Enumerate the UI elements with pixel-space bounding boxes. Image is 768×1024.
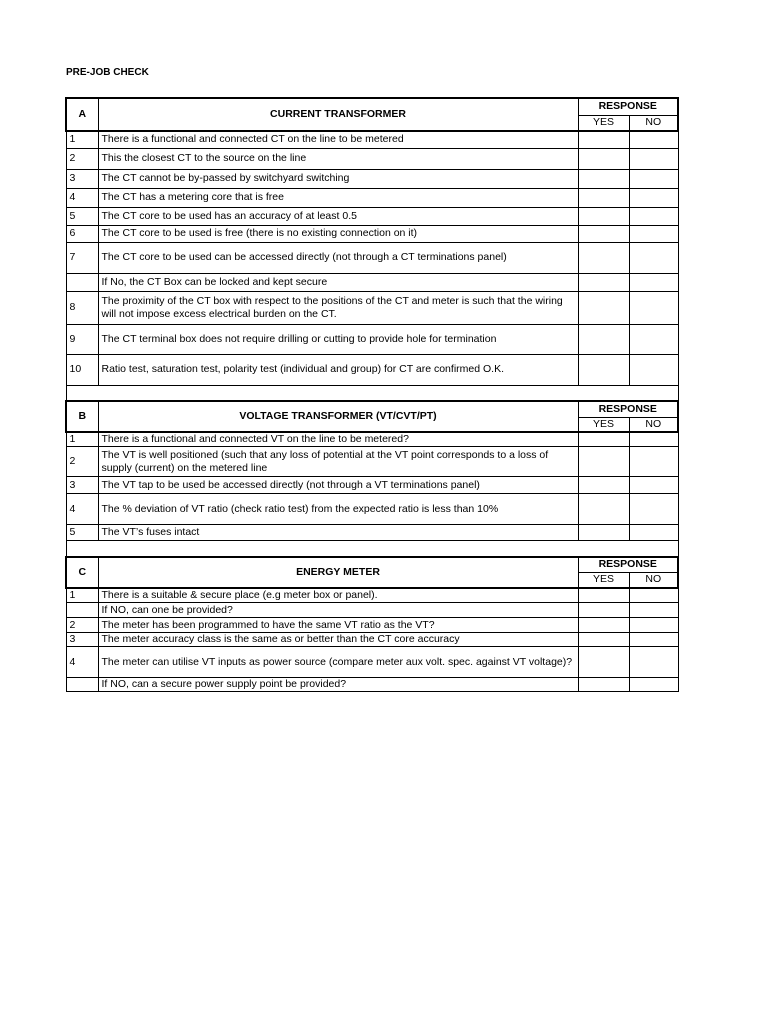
response-yes-cell[interactable] bbox=[578, 588, 629, 603]
checklist-row bbox=[66, 432, 678, 447]
response-yes-cell[interactable] bbox=[578, 225, 629, 242]
section-spacer bbox=[66, 541, 678, 557]
item-text: The VT is well positioned (such that any loss of potential at the VT point corresponds to a loss of supply (current) on the metered line bbox=[98, 447, 578, 477]
checklist-row bbox=[66, 633, 678, 647]
response-yes-cell[interactable] bbox=[578, 603, 629, 618]
response-no-cell[interactable] bbox=[629, 242, 678, 273]
response-no-cell[interactable] bbox=[629, 148, 678, 169]
yes-label: YES bbox=[578, 573, 629, 588]
response-no-cell[interactable] bbox=[629, 678, 678, 692]
item-number bbox=[66, 603, 98, 618]
checklist-row bbox=[66, 447, 678, 477]
checklist-row bbox=[66, 148, 678, 169]
section-code: B bbox=[66, 401, 98, 432]
response-no-cell[interactable] bbox=[629, 207, 678, 225]
response-yes-cell[interactable] bbox=[578, 169, 629, 188]
checklist-row bbox=[66, 588, 678, 603]
item-text: The proximity of the CT box with respect to the positions of the CT and meter is such that the wiring will not impose excess electrical burden on the CT. bbox=[98, 291, 578, 324]
item-text: The meter can utilise VT inputs as power source (compare meter aux volt. spec. against VT voltage)? bbox=[98, 647, 578, 678]
checklist-row bbox=[66, 169, 678, 188]
no-label: NO bbox=[629, 573, 678, 588]
item-number: 4 bbox=[66, 494, 98, 525]
item-text: This the closest CT to the source on the line bbox=[98, 148, 578, 169]
item-number bbox=[66, 273, 98, 291]
response-label: RESPONSE bbox=[578, 98, 678, 115]
item-number: 3 bbox=[66, 633, 98, 647]
section-heading: ENERGY METER bbox=[98, 557, 578, 588]
response-yes-cell[interactable] bbox=[578, 432, 629, 447]
item-text: The CT has a metering core that is free bbox=[98, 188, 578, 207]
item-text: The VT’s fuses intact bbox=[98, 525, 578, 541]
item-text: If NO, can a secure power supply point be provided? bbox=[98, 678, 578, 692]
checklist-row bbox=[66, 131, 678, 148]
response-no-cell[interactable] bbox=[629, 354, 678, 385]
section-heading: CURRENT TRANSFORMER bbox=[98, 98, 578, 131]
response-yes-cell[interactable] bbox=[578, 324, 629, 354]
checklist-row bbox=[66, 603, 678, 618]
response-no-cell[interactable] bbox=[629, 633, 678, 647]
yes-label: YES bbox=[578, 417, 629, 432]
response-yes-cell[interactable] bbox=[578, 494, 629, 525]
checklist-row bbox=[66, 273, 678, 291]
item-text: There is a suitable & secure place (e.g meter box or panel). bbox=[98, 588, 578, 603]
section-header-c bbox=[66, 557, 678, 573]
item-number: 10 bbox=[66, 354, 98, 385]
item-number: 2 bbox=[66, 148, 98, 169]
response-no-cell[interactable] bbox=[629, 324, 678, 354]
yes-label: YES bbox=[578, 115, 629, 131]
item-number: 9 bbox=[66, 324, 98, 354]
response-yes-cell[interactable] bbox=[578, 131, 629, 148]
checklist-row bbox=[66, 647, 678, 678]
response-yes-cell[interactable] bbox=[578, 477, 629, 494]
response-yes-cell[interactable] bbox=[578, 618, 629, 633]
checklist-row bbox=[66, 188, 678, 207]
response-yes-cell[interactable] bbox=[578, 148, 629, 169]
item-text: The % deviation of VT ratio (check ratio test) from the expected ratio is less than 10% bbox=[98, 494, 578, 525]
response-yes-cell[interactable] bbox=[578, 273, 629, 291]
checklist-row bbox=[66, 242, 678, 273]
response-label: RESPONSE bbox=[578, 557, 678, 573]
item-number: 3 bbox=[66, 477, 98, 494]
section-code: C bbox=[66, 557, 98, 588]
section-header-b bbox=[66, 401, 678, 417]
section-header-a bbox=[66, 98, 678, 115]
response-label: RESPONSE bbox=[578, 401, 678, 417]
item-text: The meter has been programmed to have the same VT ratio as the VT? bbox=[98, 618, 578, 633]
item-number: 4 bbox=[66, 647, 98, 678]
item-text: The VT tap to be used be accessed directly (not through a VT terminations panel) bbox=[98, 477, 578, 494]
response-no-cell[interactable] bbox=[629, 588, 678, 603]
response-no-cell[interactable] bbox=[629, 291, 678, 324]
item-text: There is a functional and connected CT on the line to be metered bbox=[98, 131, 578, 148]
item-number: 6 bbox=[66, 225, 98, 242]
response-yes-cell[interactable] bbox=[578, 291, 629, 324]
response-no-cell[interactable] bbox=[629, 432, 678, 447]
item-text: The CT core to be used can be accessed directly (not through a CT terminations panel) bbox=[98, 242, 578, 273]
response-no-cell[interactable] bbox=[629, 647, 678, 678]
item-number: 2 bbox=[66, 447, 98, 477]
pre-job-check-table bbox=[65, 97, 679, 692]
item-number: 7 bbox=[66, 242, 98, 273]
item-number: 8 bbox=[66, 291, 98, 324]
page-title: PRE-JOB CHECK bbox=[66, 67, 149, 78]
section-code: A bbox=[66, 98, 98, 131]
spacer-cell bbox=[66, 541, 678, 557]
response-no-cell[interactable] bbox=[629, 494, 678, 525]
response-no-cell[interactable] bbox=[629, 477, 678, 494]
item-text: The CT core to be used has an accuracy of at least 0.5 bbox=[98, 207, 578, 225]
response-yes-cell[interactable] bbox=[578, 633, 629, 647]
item-number: 1 bbox=[66, 588, 98, 603]
checklist-row bbox=[66, 618, 678, 633]
item-number: 5 bbox=[66, 207, 98, 225]
item-number: 4 bbox=[66, 188, 98, 207]
response-no-cell[interactable] bbox=[629, 225, 678, 242]
item-number bbox=[66, 678, 98, 692]
response-yes-cell[interactable] bbox=[578, 188, 629, 207]
item-text: If No, the CT Box can be locked and kept secure bbox=[98, 273, 578, 291]
response-no-cell[interactable] bbox=[629, 188, 678, 207]
no-label: NO bbox=[629, 115, 678, 131]
item-number: 1 bbox=[66, 131, 98, 148]
section-heading: VOLTAGE TRANSFORMER (VT/CVT/PT) bbox=[98, 401, 578, 432]
item-text: The CT cannot be by-passed by switchyard switching bbox=[98, 169, 578, 188]
item-number: 2 bbox=[66, 618, 98, 633]
response-yes-cell[interactable] bbox=[578, 242, 629, 273]
item-text: If NO, can one be provided? bbox=[98, 603, 578, 618]
checklist-row bbox=[66, 225, 678, 242]
response-yes-cell[interactable] bbox=[578, 678, 629, 692]
response-no-cell[interactable] bbox=[629, 603, 678, 618]
checklist-row bbox=[66, 324, 678, 354]
checklist-row bbox=[66, 291, 678, 324]
response-yes-cell[interactable] bbox=[578, 525, 629, 541]
item-number: 5 bbox=[66, 525, 98, 541]
response-yes-cell[interactable] bbox=[578, 207, 629, 225]
item-text: Ratio test, saturation test, polarity test (individual and group) for CT are confirmed O.K. bbox=[98, 354, 578, 385]
item-text: The CT core to be used is free (there is no existing connection on it) bbox=[98, 225, 578, 242]
spacer-cell bbox=[66, 385, 678, 401]
item-text: The meter accuracy class is the same as or better than the CT core accuracy bbox=[98, 633, 578, 647]
response-no-cell[interactable] bbox=[629, 447, 678, 477]
checklist-row bbox=[66, 207, 678, 225]
checklist-row bbox=[66, 494, 678, 525]
response-no-cell[interactable] bbox=[629, 169, 678, 188]
response-no-cell[interactable] bbox=[629, 131, 678, 148]
response-yes-cell[interactable] bbox=[578, 447, 629, 477]
section-spacer bbox=[66, 385, 678, 401]
item-text: There is a functional and connected VT on the line to be metered? bbox=[98, 432, 578, 447]
checklist-row bbox=[66, 477, 678, 494]
response-no-cell[interactable] bbox=[629, 273, 678, 291]
response-no-cell[interactable] bbox=[629, 525, 678, 541]
item-number: 1 bbox=[66, 432, 98, 447]
no-label: NO bbox=[629, 417, 678, 432]
response-yes-cell[interactable] bbox=[578, 647, 629, 678]
checklist-row bbox=[66, 354, 678, 385]
response-yes-cell[interactable] bbox=[578, 354, 629, 385]
item-text: The CT terminal box does not require drilling or cutting to provide hole for termination bbox=[98, 324, 578, 354]
item-number: 3 bbox=[66, 169, 98, 188]
response-no-cell[interactable] bbox=[629, 618, 678, 633]
checklist-row bbox=[66, 525, 678, 541]
checklist-row bbox=[66, 678, 678, 692]
